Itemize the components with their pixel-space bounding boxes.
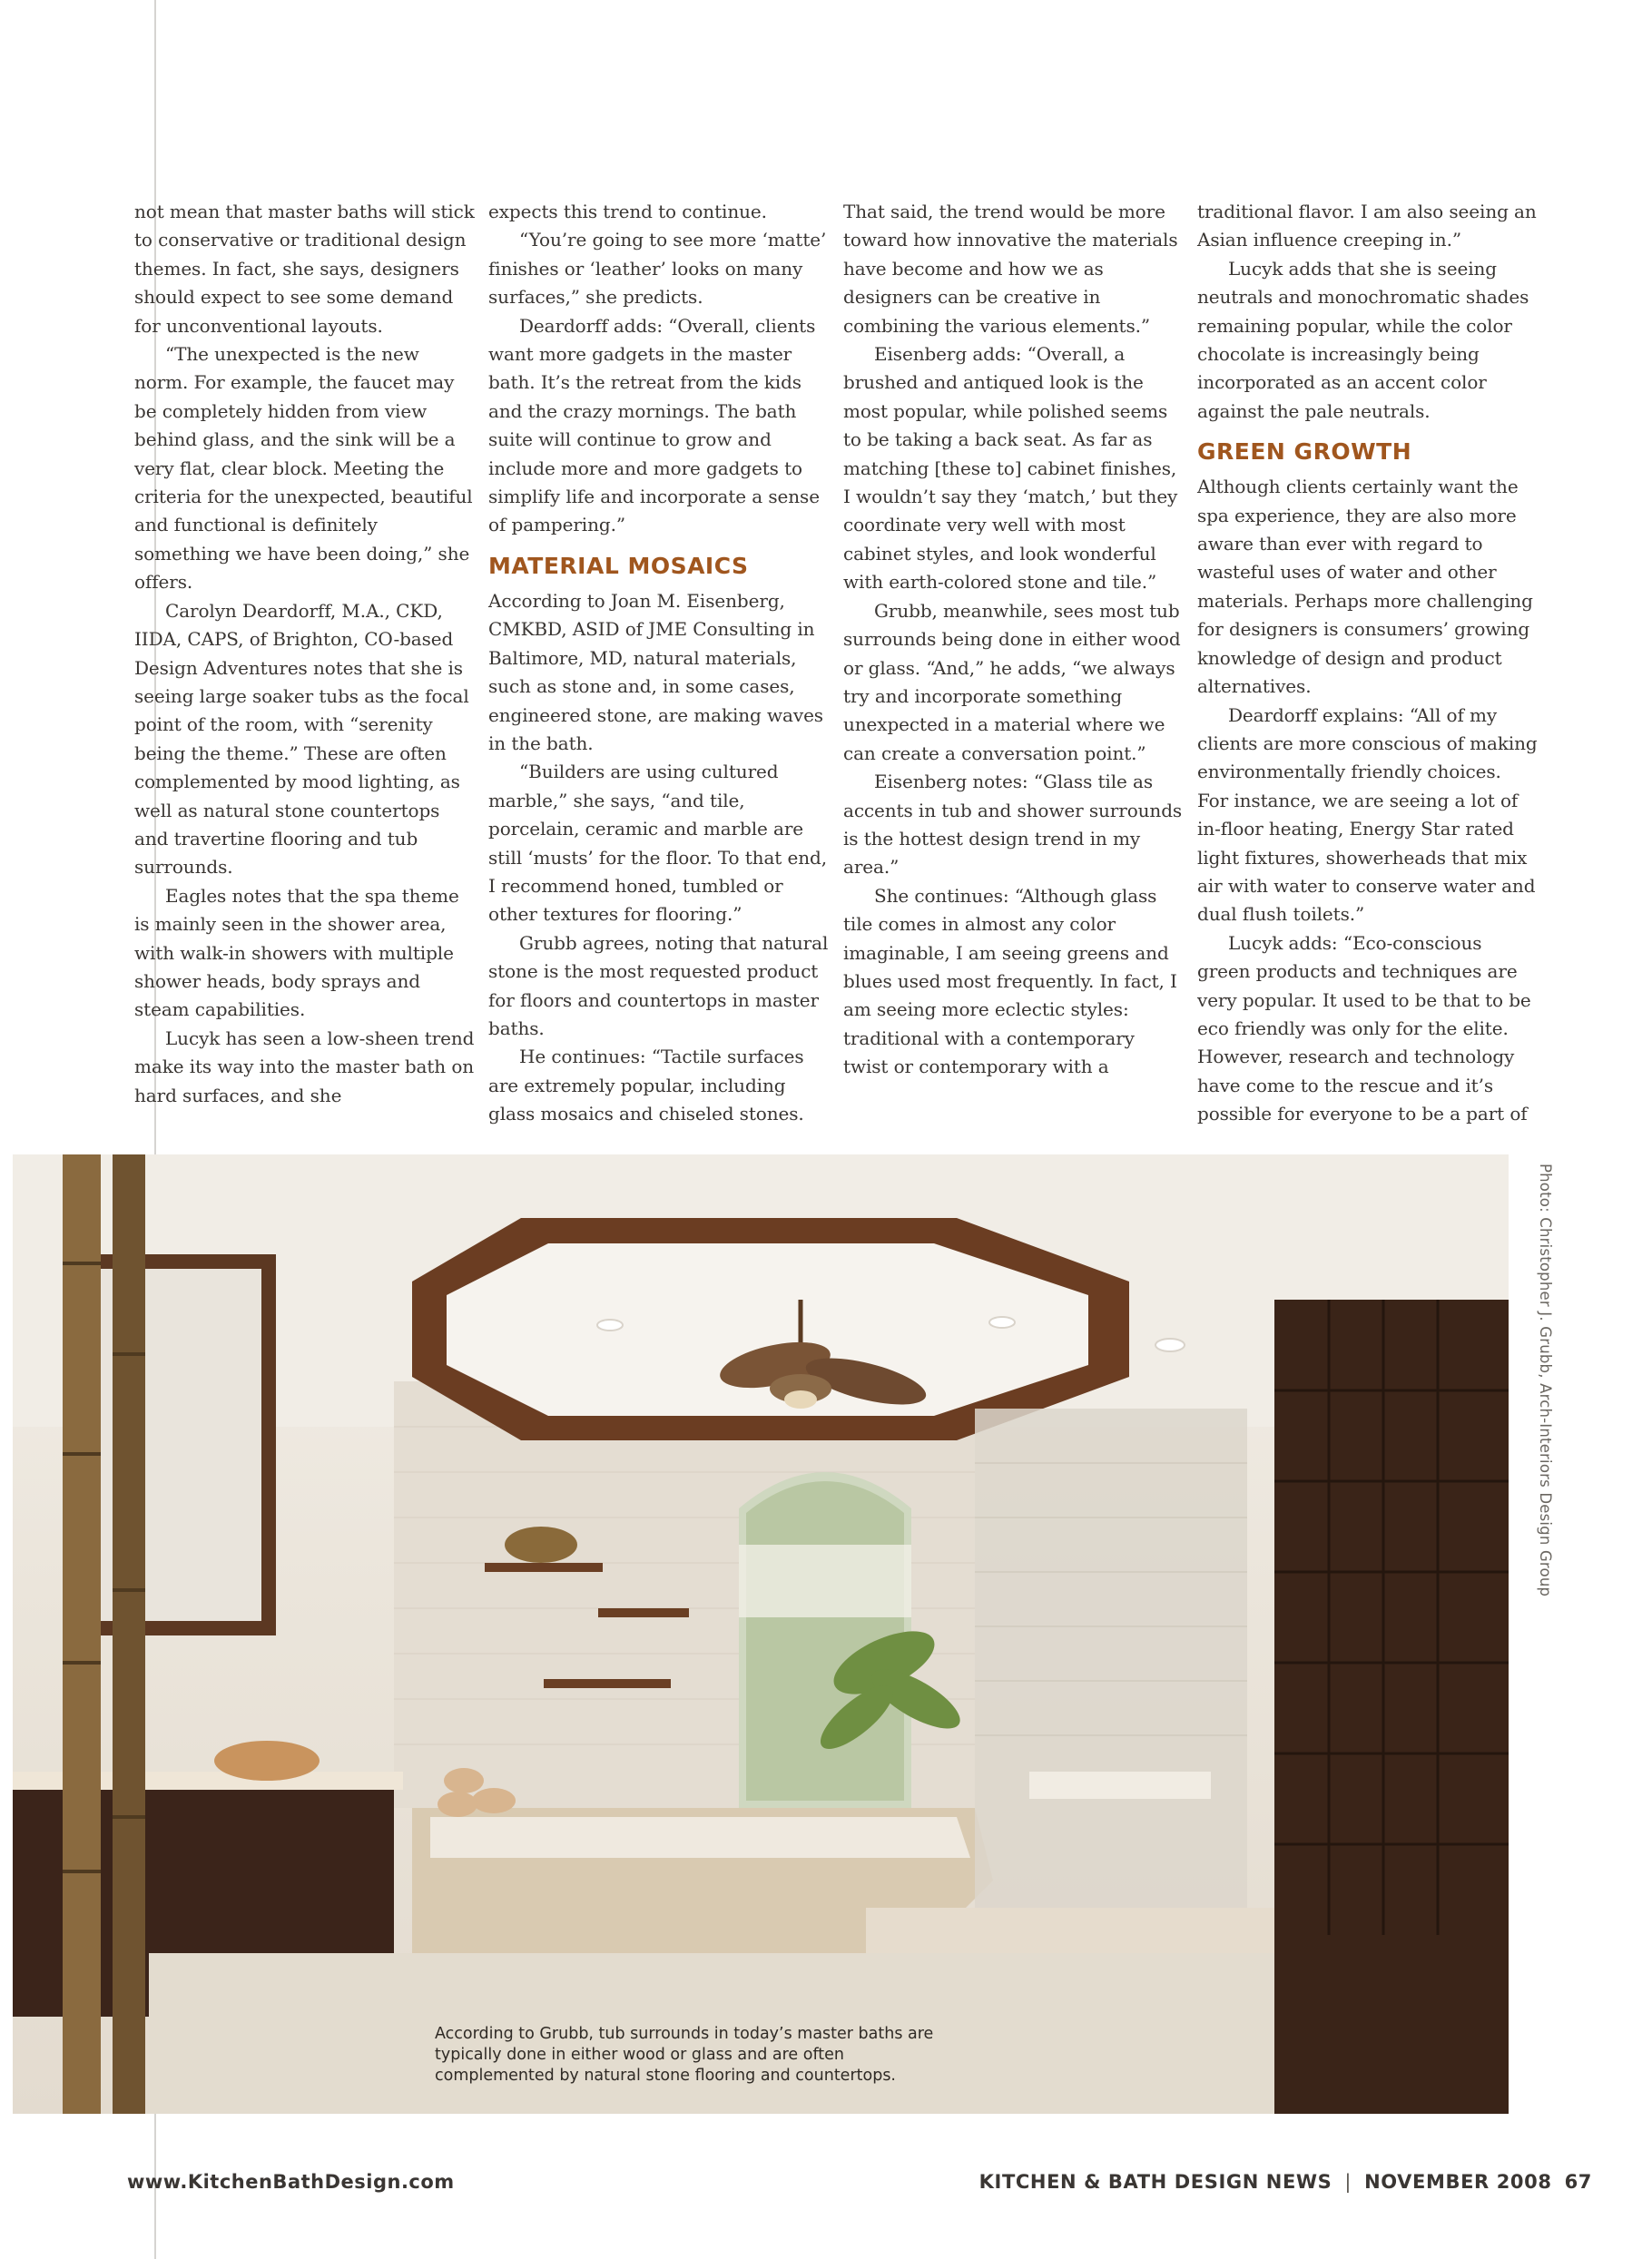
article-column-2 bbox=[488, 198, 829, 1129]
bathroom-photo bbox=[13, 1154, 1509, 2114]
section-heading-material-mosaics: MATERIAL MOSAICS bbox=[488, 552, 749, 579]
paragraph: Lucyk has seen a low-sheen trend make its way into the master bath on hard surfaces, and she bbox=[134, 1026, 475, 1106]
paragraph: Eisenberg adds: “Overall, a brushed and antiqued look is the most popular, while polished seems to be taking a back seat. As far as matching [these to] cabinet finishes, I wouldn’t say they ‘match,’ but they coordinate very well with most cabinet styles, and look wonderful with earth-colored stone and tile.” bbox=[843, 343, 1178, 594]
paragraph: traditional flavor. I am also seeing an Asian influence creeping in.” bbox=[1197, 201, 1537, 251]
paragraph: He continues: “Tactile surfaces are extremely popular, including glass mosaics and chiseled stones. bbox=[488, 1046, 804, 1125]
page-number: 67 bbox=[1564, 2171, 1592, 2193]
window-shade bbox=[739, 1545, 911, 1617]
vanity-mirror bbox=[82, 1269, 261, 1621]
paragraph: Although clients certainly want the spa experience, they are also more aware than ever with regard to wasteful uses of water and other materials. Perhaps more challenging for designers is consumers’ growing knowledge of design and product alternatives. bbox=[1197, 476, 1533, 698]
paragraph: Grubb, meanwhile, sees most tub surrounds being done in either wood or glass. “And,” he adds, “we always try and incorporate something unexpected in a material where we can create a conversation point.” bbox=[843, 599, 1181, 764]
paragraph: Lucyk adds: “Eco-conscious green products and techniques are very popular. It used to be that to be eco friendly was only for the elite. However, research and technology have come to the rescue and it’s possible for everyone to be a part of bbox=[1197, 931, 1531, 1125]
footer-publication: KITCHEN & BATH DESIGN NEWS bbox=[978, 2171, 1332, 2193]
paragraph: Carolyn Deardorff, M.A., CKD, IIDA, CAPS, of Brighton, CO-based Design Adventures notes that she is seeing large soaker tubs as the focal point of the room, with “serenity being the theme.” These are often complemented by mood lighting, as well as natural stone countertops and travertine flooring and tub surrounds. bbox=[134, 599, 469, 879]
footer-folio bbox=[979, 2171, 1592, 2193]
tub-deck bbox=[430, 1817, 970, 1858]
paragraph: Eagles notes that the spa theme is mainly seen in the shower area, with walk-in showers with multiple shower heads, body sprays and steam capabilities. bbox=[134, 884, 459, 1021]
article-column-3 bbox=[843, 198, 1184, 1082]
footer-separator: | bbox=[1344, 2171, 1352, 2193]
paragraph: That said, the trend would be more toward how innovative the materials have become and how we as designers can be creative in combining the various elements.” bbox=[843, 201, 1178, 337]
paragraph: Deardorff adds: “Overall, clients want more gadgets in the master bath. It’s the retreat from the kids and the crazy mornings. The bath suite will continue to grow and include more and more gadgets to simplify life and incorporate a sense of pampering.” bbox=[488, 314, 820, 536]
paragraph: “The unexpected is the new norm. For example, the faucet may be completely hidden from view behind glass, and the sink will be a very flat, clear block. Meeting the criteria for the unexpected, beautiful and functional is definitely something we have been doing,” she offers. bbox=[134, 343, 473, 594]
paragraph: Deardorff explains: “All of my clients are more conscious of making environmentally friendly choices. For instance, we are seeing a lot of in-floor heating, Energy Star rated light fixtures, showerheads that mix air with water to conserve water and dual flush toilets.” bbox=[1197, 703, 1538, 926]
shower-bench bbox=[1029, 1772, 1211, 1799]
vessel-sink bbox=[214, 1741, 320, 1781]
photo-caption: According to Grubb, tub surrounds in today’s master baths are typically done in either wood or glass and are often complemented by natural stone flooring and countertops. bbox=[435, 2025, 934, 2085]
paragraph: “Builders are using cultured marble,” she says, “and tile, porcelain, ceramic and marble are still ‘musts’ for the floor. To that end, I recommend honed, tumbled or other textures for flooring.” bbox=[488, 761, 827, 926]
paragraph: According to Joan M. Eisenberg, CMKBD, ASID of JME Consulting in Baltimore, MD, natural materials, such as stone and, in some cases, engineered stone, are making waves in the bath. bbox=[488, 589, 823, 754]
octagon-ceiling-inset bbox=[447, 1243, 1088, 1416]
photo-credit-text: Photo: Christopher J. Grubb, Arch-Interiors Design Group bbox=[1537, 1164, 1554, 1597]
footer-issue: NOVEMBER 2008 bbox=[1364, 2171, 1552, 2193]
paragraph: Grubb agrees, noting that natural stone is the most requested product for floors and countertops in master baths. bbox=[488, 931, 829, 1039]
paragraph: Lucyk adds that she is seeing neutrals and monochromatic shades remaining popular, while the color chocolate is increasingly being incorporated as an accent color against the pale neutrals. bbox=[1197, 257, 1529, 422]
footer-website[interactable]: www.KitchenBathDesign.com bbox=[127, 2171, 455, 2193]
paragraph: Eisenberg notes: “Glass tile as accents in tub and shower surrounds is the hottest design trend in my area.” bbox=[843, 771, 1183, 879]
paragraph: “You’re going to see more ‘matte’ finishes or ‘leather’ looks on many surfaces,” she predicts. bbox=[488, 229, 827, 309]
paragraph: expects this trend to continue. bbox=[488, 201, 767, 222]
article-column-4 bbox=[1197, 198, 1538, 1129]
paragraph: not mean that master baths will stick to conservative or traditional design themes. In fact, she says, designers should expect to see some demand for unconventional layouts. bbox=[134, 201, 475, 337]
section-heading-green-growth: GREEN GROWTH bbox=[1197, 438, 1412, 466]
bathroom-illustration bbox=[13, 1154, 1509, 2114]
article-column-1 bbox=[134, 198, 475, 1110]
right-wood-cabinet bbox=[1274, 1300, 1509, 2114]
glass-shower bbox=[975, 1409, 1247, 1917]
photo-credit bbox=[1534, 1164, 1561, 1635]
shelf-decor bbox=[505, 1527, 577, 1563]
paragraph: She continues: “Although glass tile comes in almost any color imaginable, I am seeing greens and blues used most frequently. In fact, I am seeing more eclectic styles: traditional with a contemporary twist or contemporary with a bbox=[843, 884, 1177, 1078]
